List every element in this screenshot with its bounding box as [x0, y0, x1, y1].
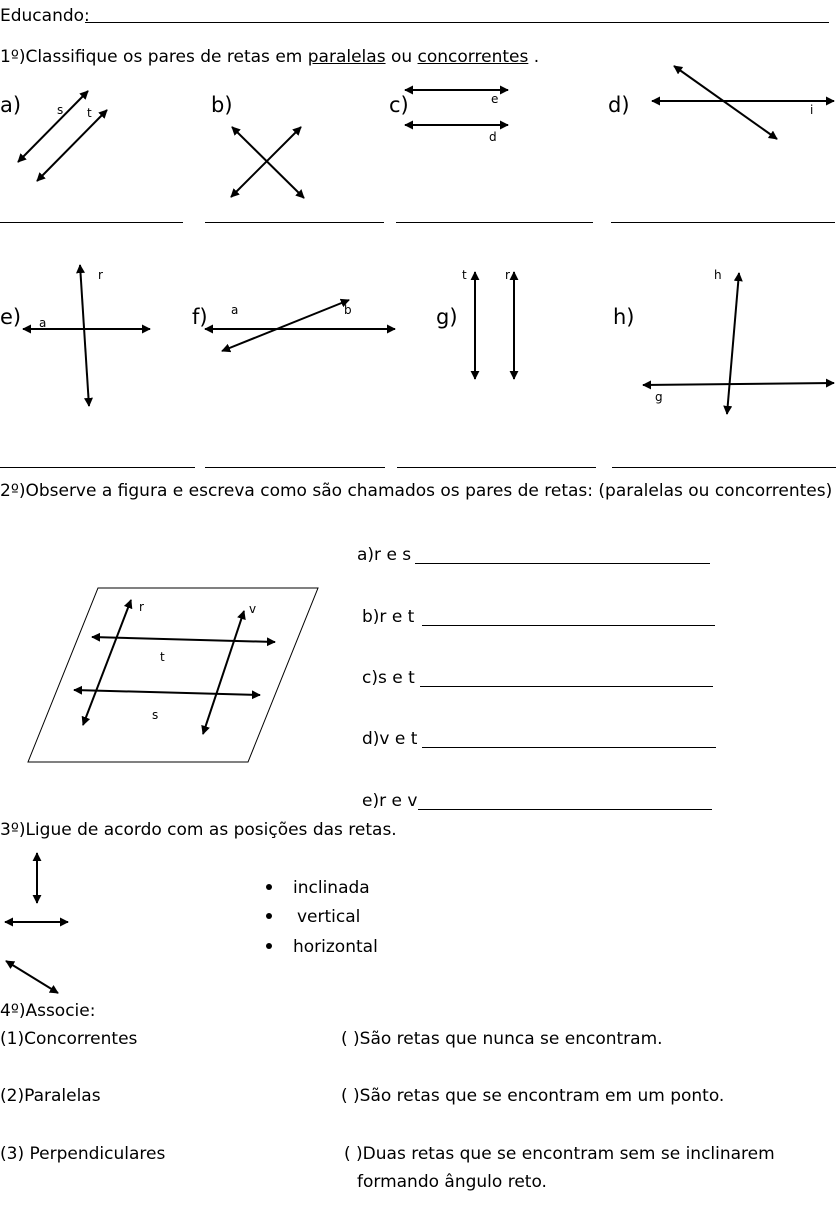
q2-item-d: d)v e t [362, 729, 418, 749]
fig-a-line-s [18, 91, 88, 162]
student-name-line[interactable] [85, 22, 829, 23]
q4-left-2: (2)Paralelas [0, 1086, 101, 1106]
answer-line-a[interactable] [0, 222, 183, 223]
q2-item-b: b)r e t [362, 607, 415, 627]
answer-line-f[interactable] [205, 467, 385, 468]
q2-answer-e[interactable] [418, 809, 712, 810]
fig-e-label-a: a [39, 316, 47, 330]
fig-a-line-t [37, 110, 107, 181]
q3-option-vertical[interactable]: vertical [297, 907, 361, 927]
q1-label-a: a) [0, 93, 22, 117]
q1-label-e: e) [0, 305, 22, 329]
fig-g-label-t: t [462, 268, 467, 282]
q2-prompt: 2º)Observe a figura e escreva como são chamados os pares de retas: (paralelas ou concorrentes) [0, 481, 833, 501]
fig2-label-r: r [139, 600, 144, 614]
fig-b-line-1 [232, 127, 304, 198]
fig2-line-s [74, 690, 260, 695]
q2-item-c: c)s e t [362, 668, 415, 688]
fig-a-label-t: t [87, 106, 92, 120]
bullet-icon [266, 884, 272, 890]
q3-option-horizontal[interactable]: horizontal [293, 937, 378, 957]
q2-answer-c[interactable] [420, 686, 713, 687]
fig-f-label-a: a [231, 303, 239, 317]
q4-right-3[interactable]: ( )Duas retas que se encontram sem se inclinarem [344, 1144, 775, 1164]
q4-left-3: (3) Perpendiculares [0, 1144, 166, 1164]
q3-prompt: 3º)Ligue de acordo com as posições das retas. [0, 820, 397, 840]
answer-line-e[interactable] [0, 467, 195, 468]
q3-inclined-arrow [6, 961, 58, 993]
student-name-label: Educando: [0, 6, 90, 26]
fig-h-line-g [643, 383, 834, 385]
fig2-label-v: v [249, 602, 257, 616]
q2-item-a: a)r e s [357, 545, 412, 565]
fig-h-label-h: h [714, 268, 722, 282]
fig2-plane [28, 588, 318, 762]
q1-prompt: 1º)Classifique os pares de retas em paralelas ou concorrentes . [0, 47, 540, 67]
answer-line-h[interactable] [612, 467, 836, 468]
q1-label-h: h) [613, 305, 635, 329]
q1-label-f: f) [192, 305, 208, 329]
q1-label-d: d) [608, 93, 630, 117]
fig-f-label-b: b [344, 303, 352, 317]
q1-label-c: c) [389, 93, 409, 117]
fig-c-label-d: d [489, 130, 497, 144]
q1-label-b: b) [211, 93, 233, 117]
fig-e-line-r [80, 265, 89, 406]
answer-line-c[interactable] [396, 222, 593, 223]
fig-d-label-i: i [810, 103, 814, 117]
bullet-icon [266, 913, 272, 919]
q2-answer-b[interactable] [422, 625, 715, 626]
answer-line-g[interactable] [397, 467, 596, 468]
fig-d-line-2 [674, 66, 777, 139]
fig2-label-s: s [152, 708, 159, 722]
answer-line-d[interactable] [611, 222, 835, 223]
fig2-line-v [203, 611, 244, 734]
q2-answer-d[interactable] [422, 747, 716, 748]
answer-line-b[interactable] [205, 222, 384, 223]
q2-answer-a[interactable] [415, 563, 710, 564]
q4-left-1: (1)Concorrentes [0, 1029, 138, 1049]
fig2-line-t [92, 637, 275, 642]
q4-right-1[interactable]: ( )São retas que nunca se encontram. [341, 1029, 663, 1049]
fig-g-label-r: r [505, 268, 510, 282]
bullet-icon [266, 943, 272, 949]
fig-h-label-g: g [655, 390, 663, 404]
fig2-line-r [83, 600, 131, 725]
q3-option-inclinada[interactable]: inclinada [293, 878, 370, 898]
fig2-label-t: t [160, 650, 165, 664]
fig-c-label-e: e [491, 92, 499, 106]
fig-h-line-h [727, 273, 739, 414]
q4-prompt: 4º)Associe: [0, 1001, 96, 1021]
q1-label-g: g) [436, 305, 458, 329]
fig-e-label-r: r [98, 268, 103, 282]
fig-f-line-b [222, 300, 349, 351]
q2-item-e: e)r e v [362, 791, 418, 811]
fig-a-label-s: s [57, 103, 64, 117]
q4-right-3-cont: formando ângulo reto. [357, 1172, 547, 1192]
q4-right-2[interactable]: ( )São retas que se encontram em um ponto. [341, 1086, 725, 1106]
